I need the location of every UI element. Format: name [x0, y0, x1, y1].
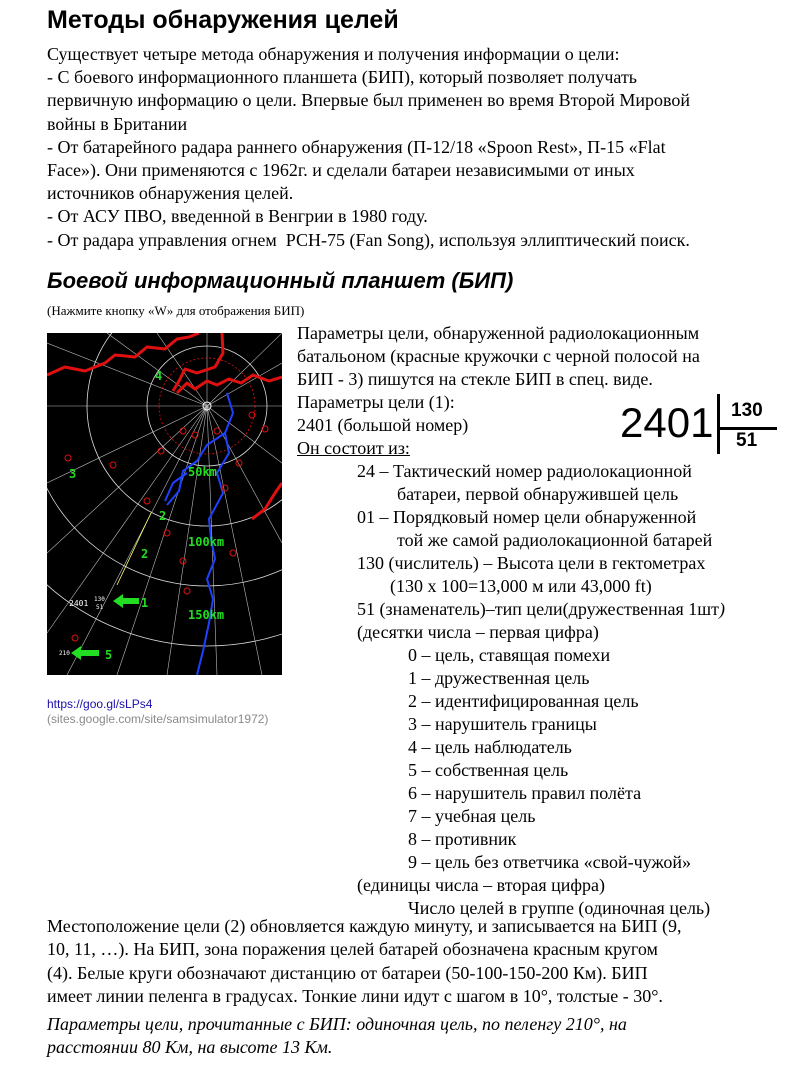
type-8: 8 – противник: [408, 829, 517, 849]
desc-line-2: батальоном (красные кружочки с черной полосой на: [297, 346, 700, 366]
type-1: 1 – дружественная цель: [408, 668, 590, 688]
type-2: 2 – идентифицированная цель: [408, 691, 639, 711]
map-label-130: 130: [94, 596, 105, 603]
type-6: 6 – нарушитель правил полёта: [408, 783, 642, 803]
map-label-100km: 100km: [188, 535, 225, 549]
desc-line-5: 2401 (большой номер): [297, 415, 469, 435]
plotting-board-svg: [47, 333, 282, 675]
site-link: (sites.google.com/site/samsimulator1972): [47, 712, 269, 726]
map-label-2a: 2: [159, 509, 167, 523]
type-5: 5 – собственная цель: [408, 760, 569, 780]
short-link[interactable]: https://goo.gl/sLPs4: [47, 697, 153, 711]
item-3b: (130 x 100=13,000 м или 43,000 ft): [390, 576, 652, 596]
fraction-numerator: 130: [731, 400, 763, 421]
page-title: Методы обнаружения целей: [47, 6, 399, 34]
footer-text: Местоположение цели (2) обновляется каждую минуту, и записывается на БИП (9, 10, 11, …). На БИП, зона поражения целей батарей обозначена красным кругом (4). Белые круги обозначают дистанцию от батареи (50-100-150-200 Км). БИП имеет линии пеленга в градусах. Тонкие лини идут с шагом в 10°, толстые - 30°.: [47, 916, 682, 1007]
item-4-paren: ): [719, 599, 725, 619]
item-1b: батареи, первой обнаружившей цель: [397, 484, 679, 504]
fraction-vertical-bar: [717, 394, 720, 454]
type-9: 9 – цель без ответчика «свой-чужой»: [408, 852, 692, 872]
desc-line-4: Параметры цели (1):: [297, 392, 455, 412]
desc-line-6: Он состоит из:: [297, 438, 410, 458]
map-label-5: 5: [105, 648, 113, 662]
map-label-150km: 150km: [188, 608, 225, 622]
type-0: 0 – цель, ставящая помехи: [408, 645, 611, 665]
item-3a: 130 (числитель) – Высота цели в гектометрах: [357, 553, 706, 573]
map-label-2b: 2: [141, 547, 149, 561]
units-note: (единицы числа – вторая цифра): [357, 875, 606, 895]
intro-text: Существует четыре метода обнаружения и получения информации о цели: - С боевого информационного планшета (БИП), который позволяет получать первичную информацию о цели. Впервые был применен во время Второй Мировой войны в Британии - От батарейного радара раннего обнаружения (П-12/18 «Spoon Rest», П-15 «Flat Face»). Они применяются с 1962г. и сделали батареи независимыми от иных источников обнаружения целей. - От АСУ ПВО, введенной в Венгрии в 1980 году. - От радара управления огнем РСН-75 (Fan Song), используя эллиптический поиск.: [47, 44, 691, 250]
item-2a: 01 – Порядковый номер цели обнаруженной: [357, 507, 697, 527]
map-label-2401: 2401: [69, 599, 89, 608]
target-big-number: 2401: [620, 399, 714, 446]
desc-line-1: Параметры цели, обнаруженной радиолокационным: [297, 323, 700, 343]
desc-line-3: БИП - 3) пишутся на стекле БИП в спец. виде.: [297, 369, 653, 389]
map-label-210: 210: [59, 650, 70, 657]
type-4: 4 – цель наблюдатель: [408, 737, 572, 757]
footer-italic-text: Параметры цели, прочитанные с БИП: одиночная цель, по пеленгу 210°, на расстоянии 80 Км, на высоте 13 Км.: [47, 1014, 627, 1058]
fraction-denominator: 51: [736, 430, 758, 451]
map-label-1: 1: [141, 596, 149, 610]
item-2b: той же самой радиолокационной батарей: [397, 530, 713, 550]
item-4: [357, 598, 725, 620]
map-label-50km: 50km: [188, 465, 217, 479]
map-label-3: 3: [69, 467, 77, 481]
plotting-board-image: [47, 333, 282, 675]
group-count: Число целей в группе (одиночная цель): [408, 898, 711, 918]
hint-note: (Нажмите кнопку «W» для отображения БИП): [47, 303, 305, 318]
type-3: 3 – нарушитель границы: [408, 714, 597, 734]
type-7: 7 – учебная цель: [408, 806, 536, 826]
item-5: (десятки числа – первая цифра): [357, 622, 599, 642]
map-label-4: 4: [155, 369, 163, 383]
section-title: Боевой информационный планшет (БИП): [47, 268, 514, 293]
item-4-text: 51 (знаменатель)–тип цели(дружественная 1шт: [357, 599, 719, 619]
map-label-51: 51: [96, 604, 104, 611]
item-1a: 24 – Тактический номер радиолокационной: [357, 461, 692, 481]
